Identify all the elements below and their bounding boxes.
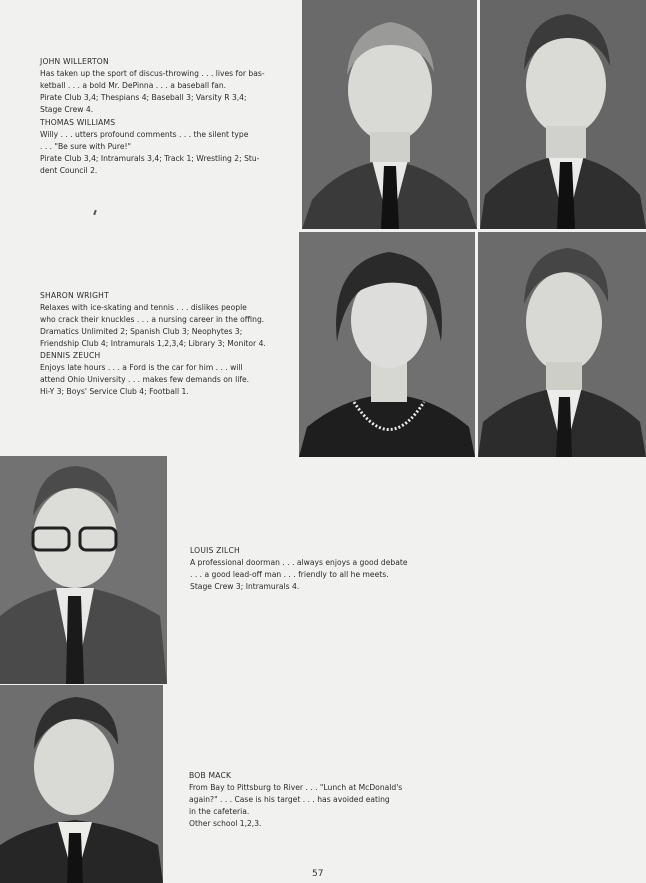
portrait-photo-thomas-williams: [480, 0, 646, 229]
bio-line: Has taken up the sport of discus-throwing . . . lives for bas-: [40, 69, 265, 78]
bio-line: . . . "Be sure with Pure!": [40, 142, 132, 151]
portrait-photo-john-willerton: [302, 0, 477, 229]
bio-line: Stage Crew 3; Intramurals 4.: [190, 582, 300, 591]
portrait-photo-sharon-wright: [299, 232, 475, 457]
bio-line: . . . a good lead-off man . . . friendly to all he meets.: [190, 570, 389, 579]
bio-line: Hi-Y 3; Boys' Service Club 4; Football 1.: [40, 387, 189, 396]
bio-line: ketball . . . a bold Mr. DePinna . . . a baseball fan.: [40, 81, 227, 90]
bio-john-willerton: [40, 56, 278, 116]
print-speck: [93, 210, 97, 215]
student-name: SHARON WRIGHT: [40, 291, 109, 300]
bio-louis-zilch: [190, 545, 430, 593]
bio-line: in the cafeteria.: [189, 807, 250, 816]
bio-line: Other school 1,2,3.: [189, 819, 262, 828]
student-name: LOUIS ZILCH: [190, 546, 240, 555]
portrait-photo-louis-zilch: [0, 456, 167, 684]
student-name: JOHN WILLERTON: [40, 57, 109, 66]
page-number: 57: [312, 869, 324, 879]
bio-dennis-zeuch: [40, 350, 278, 398]
bio-thomas-williams: [40, 117, 278, 177]
bio-line: again?" . . . Case is his target . . . has avoided eating: [189, 795, 390, 804]
portrait-photo-bob-mack: [0, 685, 163, 883]
portrait-photo-dennis-zeuch: [478, 232, 646, 457]
bio-line: who crack their knuckles . . . a nursing career in the offing.: [40, 315, 265, 324]
bio-line: From Bay to Pittsburg to River . . . "Lunch at McDonald's: [189, 783, 403, 792]
student-name: DENNIS ZEUCH: [40, 351, 101, 360]
bio-line: Willy . . . utters profound comments . . . the silent type: [40, 130, 249, 139]
bio-line: Friendship Club 4; Intramurals 1,2,3,4; Library 3; Monitor 4.: [40, 339, 266, 348]
bio-line: Relaxes with ice-skating and tennis . . . dislikes people: [40, 303, 247, 312]
bio-line: Dramatics Unlimited 2; Spanish Club 3; Neophytes 3;: [40, 327, 243, 336]
bio-line: Pirate Club 3,4; Thespians 4; Baseball 3; Varsity R 3,4;: [40, 93, 247, 102]
bio-line: attend Ohio University . . . makes few demands on life.: [40, 375, 250, 384]
bio-line: Enjoys late hours . . . a Ford is the car for him . . . will: [40, 363, 243, 372]
bio-line: Pirate Club 3,4; Intramurals 3,4; Track 1; Wrestling 2; Stu-: [40, 154, 260, 163]
student-name: THOMAS WILLIAMS: [40, 118, 116, 127]
bio-line: dent Council 2.: [40, 166, 98, 175]
bio-line: A professional doorman . . . always enjoys a good debate: [190, 558, 408, 567]
bio-line: Stage Crew 4.: [40, 105, 94, 114]
student-name: BOB MACK: [189, 771, 232, 780]
bio-sharon-wright: [40, 290, 278, 350]
bio-bob-mack: [189, 770, 429, 830]
